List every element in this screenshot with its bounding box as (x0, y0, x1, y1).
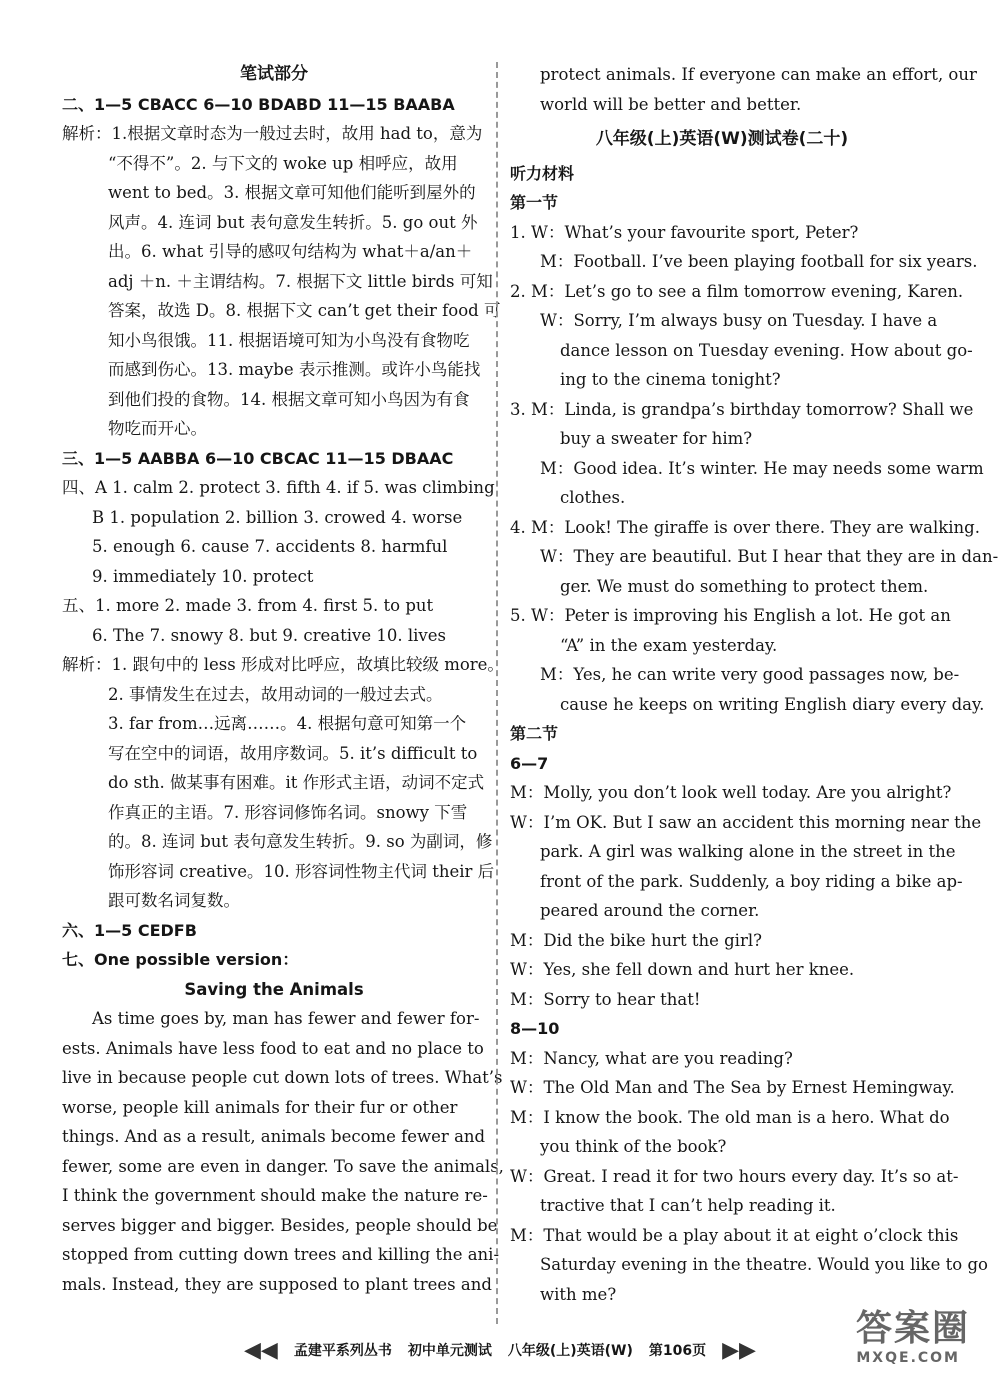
dialogue-line: M：That would be a play about it at eight o’clock this (510, 1225, 959, 1245)
question-range: 8—10 (510, 1019, 560, 1038)
essay-line: world will be better and better. (540, 94, 802, 114)
essay-line: live in because people cut down lots of trees. What’s (62, 1068, 503, 1087)
dialogue-line: buy a sweater for him? (560, 429, 753, 448)
answer-line: 9. immediately 10. protect (92, 566, 314, 586)
explanation-line: 2. 事情发生在过去，故用动词的一般过去式。 (108, 684, 443, 704)
explanation-line: 而感到伤心。13. maybe 表示推测。或许小鸟能找 (108, 360, 481, 379)
right-column (510, 60, 999, 1309)
dialogue-line: peared around the corner. (540, 901, 760, 920)
dialogue-line: 5. W：Peter is improving his English a lot. He got an (510, 606, 951, 625)
page-footer (200, 1332, 800, 1368)
answer-line: 6. The 7. snowy 8. but 9. creative 10. lives (92, 625, 446, 645)
explanation-line: 到他们投的食物。14. 根据文章可知小鸟因为有食 (108, 389, 470, 409)
dialogue-line: 3. M：Linda, is grandpa’s birthday tomorrow? Shall we (510, 399, 974, 419)
dialogue-line: ger. We must do something to protect them. (560, 576, 929, 596)
chevron-left-icon: ◀◀ (244, 1337, 278, 1363)
essay-line: I think the government should make the nature re- (62, 1186, 488, 1205)
essay-line: protect animals. If everyone can make an effort, our (540, 65, 977, 84)
dialogue-line: cause he keeps on writing English diary every day. (560, 694, 985, 714)
explanation-line: 解析：1. 跟句中的 less 形成对比呼应，故填比较级 more。 (62, 655, 504, 674)
dialogue-line: park. A girl was walking alone in the street in the (540, 842, 956, 861)
explanation-line: do sth. 做某事有困难。it 作形式主语，动词不定式 (108, 773, 485, 792)
dialogue-line: M：Football. I’ve been playing football for six years. (540, 252, 978, 271)
dialogue-line: W：Great. I read it for two hours every day. It’s so at- (510, 1166, 959, 1186)
answer-line: 四、A 1. calm 2. protect 3. fifth 4. if 5. was climbing (62, 478, 495, 497)
explanation-line: 物吃而开心。 (108, 419, 207, 438)
dialogue-line: M：Nancy, what are you reading? (510, 1048, 793, 1068)
dialogue-line: tractive that I can’t help reading it. (540, 1196, 836, 1215)
dialogue-line: M：I know the book. The old man is a hero. What do (510, 1107, 950, 1127)
explanation-line: 解析：1.根据文章时态为一般过去时，故用 had to，意为 (62, 124, 483, 143)
footer-grade: 八年级(上)英语(W) (507, 1343, 633, 1359)
essay-title: Saving the Animals (184, 979, 364, 999)
dialogue-line: Saturday evening in the theatre. Would you like to go (540, 1255, 988, 1274)
test-title: 八年级(上)英语(W)测试卷(二十) (595, 129, 849, 149)
dialogue-line: W：Sorry, I’m always busy on Tuesday. I have a (540, 311, 938, 330)
essay-line: ests. Animals have less food to eat and no place to (62, 1038, 484, 1058)
explanation-line: 出。6. what 引导的感叹句结构为 what＋a/an＋ (108, 242, 473, 261)
answer-line: 三、1—5 AABBA 6—10 CBCAC 11—15 DBAAC (62, 448, 454, 468)
explanation-line: “不得不”。2. 与下文的 woke up 相呼应，故用 (108, 153, 458, 173)
watermark-subtext: MXQE.COM (856, 1350, 960, 1366)
dialogue-line: M：Good idea. It’s winter. He may needs some warm (540, 458, 984, 478)
essay-line: worse, people kill animals for their fur or other (62, 1097, 458, 1117)
dialogue-line: you think of the book? (540, 1137, 727, 1156)
dialogue-line: W：The Old Man and The Sea by Ernest Hemingway. (510, 1078, 955, 1097)
watermark-text: 答案圈 (855, 1308, 970, 1349)
listening-heading: 听力材料 (510, 163, 575, 183)
question-range: 6—7 (510, 753, 549, 773)
writing-heading: 七、One possible version： (62, 950, 299, 969)
section-heading: 笔试部分 (240, 64, 308, 84)
dialogue-line: clothes. (560, 488, 626, 507)
dialogue-line: W：They are beautiful. But I hear that they are in dan- (540, 547, 999, 566)
footer-page: 第106页 (648, 1343, 707, 1359)
column-divider (496, 62, 498, 1324)
explanation-line: 答案，故选 D。8. 根据下文 can’t get their food 可 (108, 301, 501, 320)
essay-line: things. And as a result, animals become fewer and (62, 1127, 486, 1146)
answer-line: B 1. population 2. billion 3. crowed 4. worse (92, 507, 463, 527)
answer-line: 5. enough 6. cause 7. accidents 8. harmful (92, 537, 448, 556)
answer-line: 二、1—5 CBACC 6—10 BDABD 11—15 BAABA (62, 94, 455, 114)
answer-line: 六、1—5 CEDFB (62, 920, 197, 940)
essay-line: stopped from cutting down trees and killing the ani- (62, 1245, 500, 1264)
explanation-line: 跟可数名词复数。 (108, 891, 240, 910)
dialogue-line: front of the park. Suddenly, a boy riding a bike ap- (540, 871, 963, 891)
part-heading: 第一节 (510, 193, 559, 212)
explanation-line: went to bed。3. 根据文章可知他们能听到屋外的 (108, 183, 476, 202)
dialogue-line: 1. W：What’s your favourite sport, Peter? (510, 222, 859, 242)
explanation-line: 3. far from…远离……。4. 根据句意可知第一个 (108, 714, 467, 733)
dialogue-line: M：Yes, he can write very good passages now, be- (540, 665, 960, 684)
essay-line: serves bigger and bigger. Besides, people should be (62, 1215, 498, 1235)
explanation-line: 风声。4. 连词 but 表句意发生转折。5. go out 外 (108, 212, 478, 232)
essay-line: As time goes by, man has fewer and fewer for- (92, 1009, 480, 1028)
essay-line: mals. Instead, they are supposed to plant trees and (62, 1274, 492, 1294)
explanation-line: 饰形容词 creative。10. 形容词性物主代词 their 后 (108, 861, 495, 881)
dialogue-line: “A” in the exam yesterday. (560, 635, 778, 655)
essay-line: fewer, some are even in danger. To save the animals, (62, 1156, 504, 1176)
dialogue-line: with me? (540, 1284, 617, 1304)
left-column (62, 60, 504, 1299)
chevron-right-icon: ▶▶ (722, 1337, 756, 1363)
answer-line: 五、1. more 2. made 3. from 4. first 5. to put (62, 596, 434, 615)
dialogue-line: dance lesson on Tuesday evening. How about go- (560, 340, 973, 360)
footer-series: 孟建平系列丛书 (293, 1343, 392, 1359)
part-heading: 第二节 (510, 724, 559, 743)
dialogue-line: M：Molly, you don’t look well today. Are you alright? (510, 783, 952, 802)
dialogue-line: M：Did the bike hurt the girl? (510, 930, 762, 950)
dialogue-line: 2. M：Let’s go to see a film tomorrow evening, Karen. (510, 281, 964, 301)
dialogue-line: M：Sorry to hear that! (510, 989, 701, 1009)
explanation-line: 的。8. 连词 but 表句意发生转折。9. so 为副词，修 (108, 832, 493, 851)
dialogue-line: 4. M：Look! The giraffe is over there. They are walking. (510, 517, 980, 537)
dialogue-line: ing to the cinema tonight? (560, 370, 781, 389)
explanation-line: 作真正的主语。7. 形容词修饰名词。snowy 下雪 (108, 802, 468, 822)
dialogue-line: W：Yes, she fell down and hurt her knee. (510, 960, 855, 979)
explanation-line: adj ＋n. ＋主谓结构。7. 根据下文 little birds 可知 (108, 271, 493, 291)
dialogue-line: W：I’m OK. But I saw an accident this morning near the (510, 812, 982, 832)
explanation-line: 知小鸟很饿。11. 根据语境可知为小鸟没有食物吃 (108, 330, 470, 350)
explanation-line: 写在空中的词语，故用序数词。5. it’s difficult to (108, 743, 478, 763)
footer-book: 初中单元测试 (407, 1343, 492, 1359)
